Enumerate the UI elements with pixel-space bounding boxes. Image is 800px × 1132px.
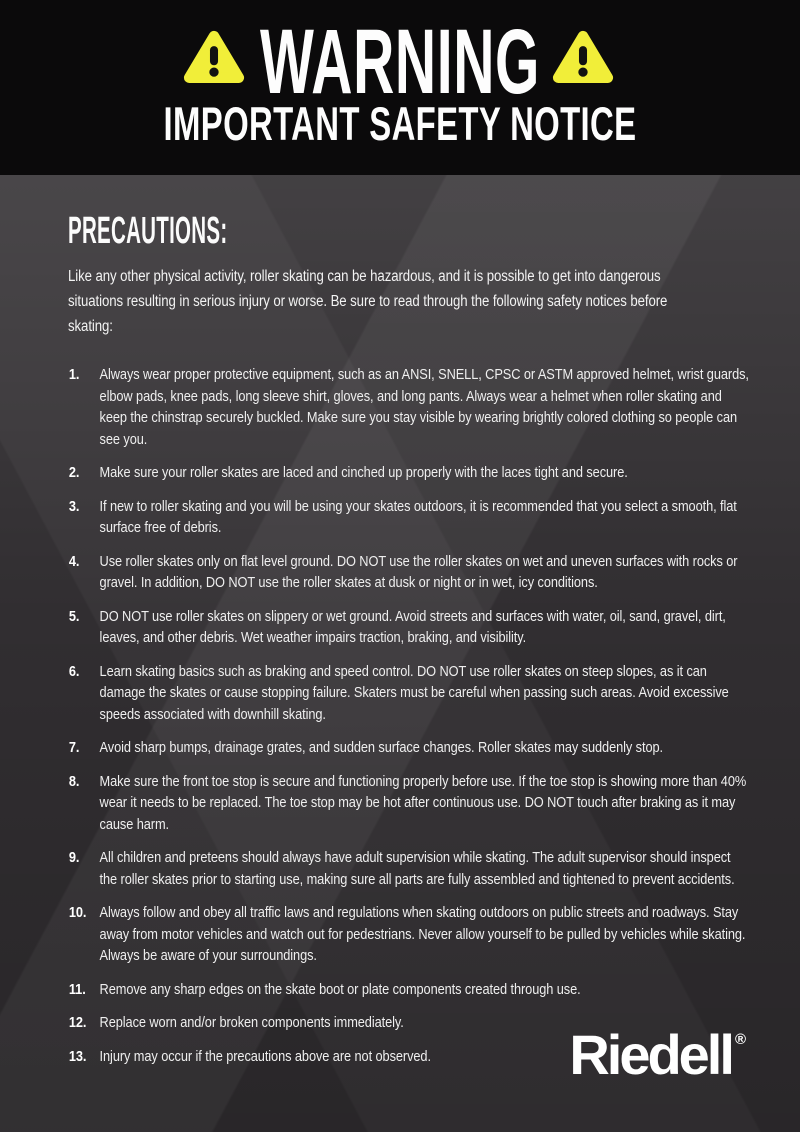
content-column: [68, 264, 750, 1067]
item-number: 8.: [68, 772, 80, 790]
registered-trademark-icon: ®: [734, 1031, 746, 1048]
precaution-item: [68, 364, 750, 450]
warning-title: WARNING: [259, 11, 541, 113]
item-number: 9.: [68, 849, 80, 866]
item-text: Make sure the front toe stop is secure and functioning properly before use. If the toe stop is showing more than 40% wear it needs to be replaced. The toe stop may be hot after continuous use. DO NOT touch after braking as it may cause harm.: [99, 772, 747, 833]
header-subtitle: IMPORTANT SAFETY NOTICE: [163, 97, 637, 150]
item-text: If new to roller skating and you will be using your skates outdoors, it is recommended that you select a smooth, flat surface free of debris.: [99, 497, 737, 536]
item-text: Remove any sharp edges on the skate boot or plate components created through use.: [99, 980, 581, 998]
item-number: 6.: [68, 662, 80, 680]
item-number: 4.: [68, 552, 80, 570]
precaution-item: [68, 737, 750, 759]
precaution-item: [68, 847, 750, 890]
precaution-item: [68, 771, 750, 836]
item-text: Use roller skates only on flat level ground. DO NOT use the roller skates on wet and uneven surfaces with rocks or gravel. In addition, DO NOT use the roller skates at dusk or night or in wet, icy conditions.: [99, 552, 738, 591]
brand-name: Riedell: [569, 1023, 732, 1086]
item-text: DO NOT use roller skates on slippery or wet ground. Avoid streets and surfaces with water, oil, sand, gravel, dirt, leaves, and other debris. Wet weather impairs traction, braking, and visibility.: [99, 607, 726, 646]
item-text: Always wear proper protective equipment, such as an ANSI, SNELL, CPSC or ASTM approved helmet, wrist guards, elbow pads, knee pads, long sleeve shirt, gloves, and long pants. Always wear a helmet when roller skating and keep the chinstrap securely buckled. Make sure you stay visible by wearing brightly colored clothing so people can see you.: [99, 366, 749, 448]
item-text: Replace worn and/or broken components immediately.: [99, 1014, 404, 1031]
item-number: 10.: [68, 904, 87, 921]
item-text: Always follow and obey all traffic laws and regulations when skating outdoors on public streets and roadways. Stay away from motor vehicles and watch out for pedestrians. Never allow yourself to be pulled by vehicles while skating. Always be aware of your surroundings.: [99, 904, 746, 964]
item-number: 7.: [68, 739, 80, 756]
item-number: 11.: [68, 980, 86, 998]
item-number: 5.: [68, 607, 80, 625]
precaution-item: [68, 661, 750, 726]
precaution-item: [68, 979, 750, 1001]
item-text: Injury may occur if the precautions above are not observed.: [99, 1047, 431, 1065]
riedell-logo: [569, 1015, 746, 1086]
precautions-heading: PRECAUTIONS:: [68, 210, 228, 252]
item-number: 2.: [68, 464, 80, 481]
precautions-section: [0, 175, 800, 1132]
item-number: 12.: [68, 1014, 87, 1031]
warning-header: [0, 0, 800, 175]
item-text: Avoid sharp bumps, drainage grates, and sudden surface changes. Roller skates may suddenly stop.: [99, 739, 663, 756]
precaution-item: [68, 606, 750, 649]
precaution-item: [68, 496, 750, 539]
precaution-item: [68, 462, 750, 484]
precautions-list: [68, 364, 750, 1067]
item-number: 13.: [68, 1047, 87, 1065]
precaution-item: [68, 902, 750, 967]
item-text: Make sure your roller skates are laced and cinched up properly with the laces tight and secure.: [99, 464, 628, 481]
precaution-item: [68, 551, 750, 594]
item-text: All children and preteens should always have adult supervision while skating. The adult supervisor should inspect the roller skates prior to starting use, making sure all parts are fully assembled and tightened to prevent accidents.: [99, 849, 735, 888]
item-number: 1.: [68, 366, 80, 383]
item-text: Learn skating basics such as braking and speed control. DO NOT use roller skates on steep slopes, as it can damage the skates or cause stopping failure. Skaters must be careful when passing such areas. Avoid excessive speeds associated with downhill skating.: [99, 662, 729, 723]
intro-paragraph: Like any other physical activity, roller skating can be hazardous, and it is possible to get into dangerous situations resulting in serious injury or worse. Be sure to read through the following safety notices before skating:: [68, 268, 668, 335]
warning-triangle-icon: [552, 28, 614, 84]
item-number: 3.: [68, 497, 80, 515]
